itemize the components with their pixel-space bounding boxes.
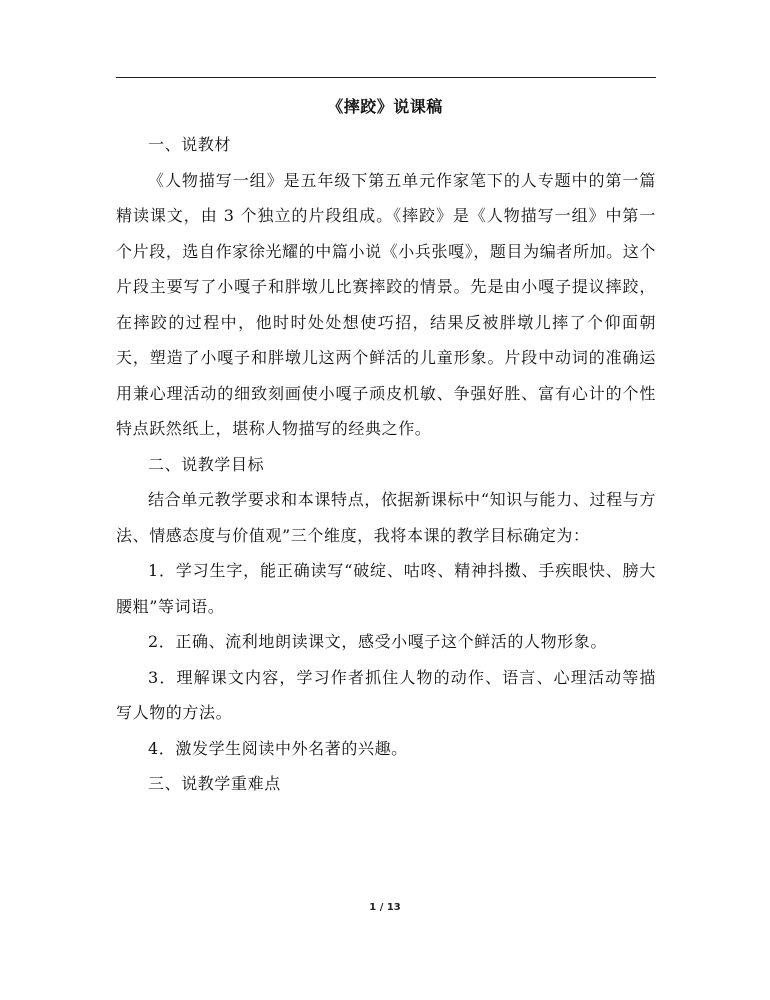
objective-item-3: 3．理解课文内容，学习作者抓住人物的动作、语言、心理活动等描写人物的方法。	[116, 667, 656, 722]
document-title: 《摔跤》说课稿	[327, 97, 443, 116]
section-heading-key-points: 三、说教学重难点	[148, 774, 281, 793]
objective-item-1: 1．学习生字，能正确读写“破绽、咕咚、精神抖擞、手疾眼快、膀大腰粗”等词语。	[116, 561, 656, 616]
objective-item-4: 4．激发学生阅读中外名著的兴趣。	[148, 738, 408, 758]
page-number: 1 / 13	[369, 902, 401, 913]
section-heading-objectives: 二、说教学目标	[148, 454, 265, 474]
paragraph-textbook-analysis: 《人物描写一组》是五年级下第五单元作家笔下的人专题中的第一篇精读课文，由 3 个独立的片段组成。《摔跤》是《人物描写一组》中第一个片段，选自作家徐光耀的中篇小说《小兵张嘎》，题目为编者所加。这个片段主要写了小嘎子和胖墩儿比赛摔跤的情景。先是由小嘎子提议摔跤，在摔跤的过程中，他时时处处想使巧招，结果反被胖墩儿摔了个仰面朝天，塑造了小嘎子和胖墩儿这两个鲜活的儿童形象。片段中动词的准确运用兼心理活动的细致刻画使小嘎子顽皮机敏、争强好胜、富有心计的个性特点跃然纸上，堪称人物描写的经典之作。	[116, 170, 656, 438]
document-body	[116, 127, 656, 802]
objective-item-2: 2．正确、流利地朗读课文，感受小嘎子这个鲜活的人物形象。	[148, 632, 607, 651]
header-rule	[116, 77, 656, 78]
section-heading-textbook: 一、说教材	[148, 135, 232, 154]
paragraph-objectives-intro: 结合单元教学要求和本课特点，依据新课标中“知识与能力、过程与方法、情感态度与价值观”三个维度，我将本课的教学目标确定为：	[116, 490, 656, 545]
